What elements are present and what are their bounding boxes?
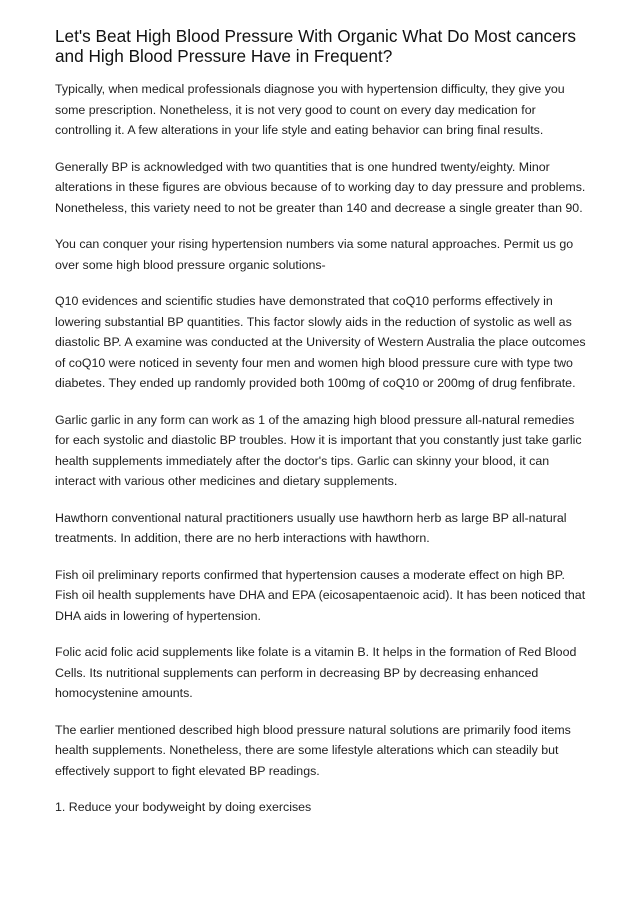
paragraph-bp-numbers: Generally BP is acknowledged with two quantities that is one hundred twenty/eighty. Minor alterations in these figures are obvious because of to working day to day pressure and problems. Nonetheless, this variety need to not be greater than 140 and decrease a single greater than 90. — [55, 159, 586, 215]
list-item-reduce-bodyweight: 1. Reduce your bodyweight by doing exercises — [55, 800, 312, 814]
paragraph-natural-approaches: You can conquer your rising hypertension numbers via some natural approaches. Permit us go over some high blood pressure organic solutions- — [55, 237, 574, 272]
paragraph-intro: Typically, when medical professionals diagnose you with hypertension difficulty, they give you some prescription. Nonetheless, it is not very good to count on every day medication for controlling it. A few alterations in your life style and eating behavior can bring final results. — [55, 82, 565, 137]
paragraph-hawthorn: Hawthorn conventional natural practitioners usually use hawthorn herb as large BP all-natural treatments. In addition, there are no herb interactions with hawthorn. — [55, 510, 567, 545]
paragraph-coq10: Q10 evidences and scientific studies have demonstrated that coQ10 performs effectively in lowering substantial BP quantities. This factor slowly aids in the reduction of systolic as well as diastolic BP. A examine was conducted at the University of Western Australia the place outcomes of coQ10 were noticed in seventy four men and women high blood pressure cure with type two diabetes. They ended up randomly provided both 100mg of coQ10 or 200mg of drug fenfibrate. — [55, 294, 586, 390]
paragraph-fish-oil: Fish oil preliminary reports confirmed that hypertension causes a moderate effect on high BP. Fish oil health supplements have DHA and EPA (eicosapentaenoic acid). It has been noticed that DHA aids in lowering of hypertension. — [55, 567, 586, 623]
document-title: Let's Beat High Blood Pressure With Organic What Do Most cancers and High Blood Pressure Have in Frequent? — [55, 26, 577, 66]
paragraph-garlic: Garlic garlic in any form can work as 1 of the amazing high blood pressure all-natural remedies for each systolic and diastolic BP troubles. How it is important that you constantly just take garlic health supplements immediately after the doctor's tips. Garlic can skinny your blood, it can interact with various other medicines and dietary supplements. — [55, 412, 582, 488]
document-page — [55, 26, 590, 834]
paragraph-folic-acid: Folic acid folic acid supplements like folate is a vitamin B. It helps in the formation of Red Blood Cells. Its nutritional supplements can perform in decreasing BP by decreasing enhanced homocystenine amounts. — [55, 645, 577, 700]
paragraph-lifestyle: The earlier mentioned described high blood pressure natural solutions are primarily food items health supplements. Nonetheless, there are some lifestyle alterations which can steadily but effectively support to fight elevated BP readings. — [55, 722, 571, 778]
